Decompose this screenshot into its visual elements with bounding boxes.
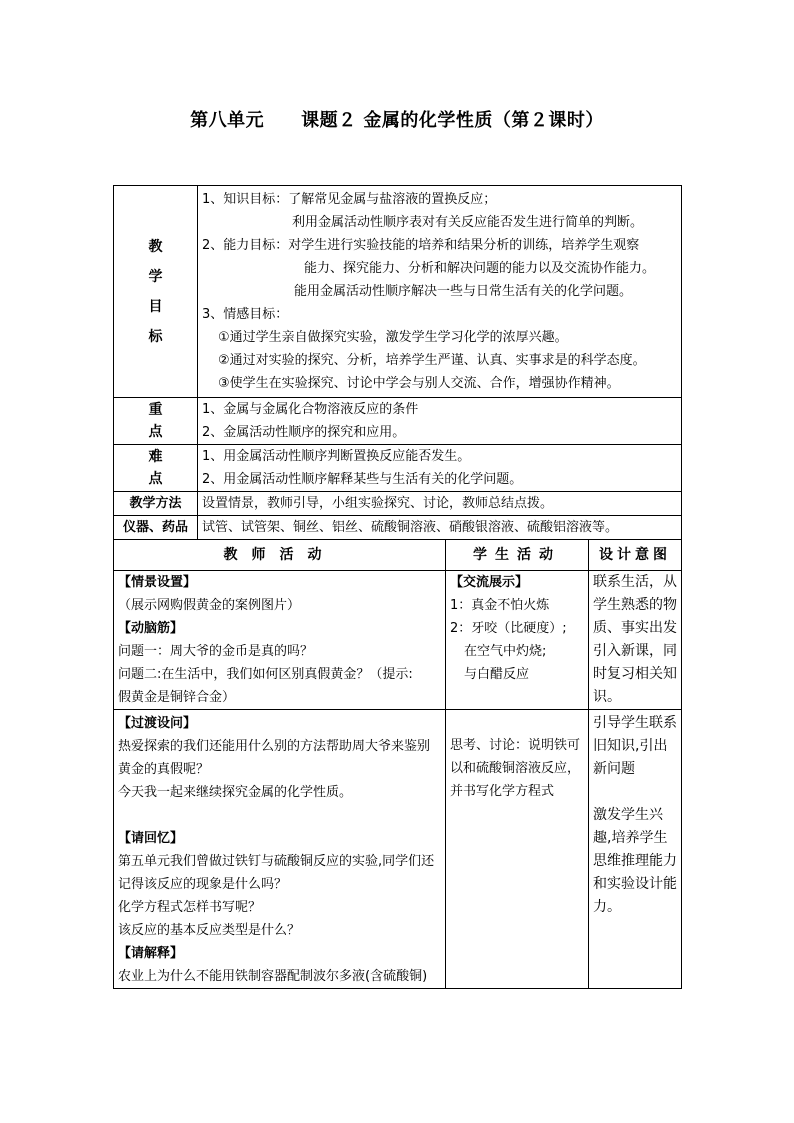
materials-content: 试管、试管架、铜丝、铝丝、硫酸铜溶液、硝酸银溶液、硫酸铝溶液等。 (198, 516, 682, 540)
difficulty-line: 2、用金属活动性顺序解释某些与生活有关的化学问题。 (202, 472, 523, 487)
materials-row (114, 516, 682, 540)
teacher-line: 今天我一起来继续探究金属的化学性质。 (118, 785, 353, 800)
key-point-line: 1、金属与金属化合物溶液反应的条件 (202, 402, 419, 417)
teacher-line: 第五单元我们曾做过铁钉与硫酸铜反应的实验,同学们还记得该反应的现象是什么吗？ (118, 854, 435, 892)
objectives-content (198, 186, 682, 398)
objectives-label: 教 学 目 标 (114, 186, 198, 398)
key-point-line: 2、金属活动性顺序的探究和应用。 (202, 425, 406, 440)
objective-line: ②通过对实验的探究、分析，培养学生严谨、认真、实事求是的科学态度。 (218, 353, 646, 368)
activity-row-2 (114, 710, 682, 989)
section-heading: 【情景设置】 (118, 575, 197, 590)
teacher-activity-header: 教师活动 (114, 540, 446, 571)
objective-line: 能用金属活动性顺序解决一些与日常生活有关的化学问题。 (294, 284, 633, 299)
objective-line: 2、能力目标：对学生进行实验技能的培养和结果分析的训练，培养学生观察 (202, 238, 640, 253)
teacher-line: 热爱探索的我们还能用什么别的方法帮助周大爷来鉴别黄金的真假呢？ (118, 739, 431, 777)
student-activity-cell: 思考、讨论：说明铁可以和硫酸铜溶液反应，并书写化学方程式 (446, 710, 589, 989)
key-points-row (114, 398, 682, 445)
lesson-plan-table (113, 185, 682, 989)
teacher-line: 问题一：周大爷的金币是真的吗？ (118, 644, 314, 659)
methods-content: 设置情景，教师引导，小组实验探究、讨论，教师总结点拨。 (198, 492, 682, 516)
objective-line: 3、情感目标： (202, 307, 289, 322)
student-activity-header: 学生活动 (446, 540, 589, 571)
key-points-content (198, 398, 682, 445)
student-line: 1：真金不怕火炼 (450, 598, 550, 613)
design-intent-text: 激发学生兴趣,培养学生思维推理能力和实验设计能力。 (593, 807, 677, 915)
objective-line: ③使学生在实验探究、讨论中学会与别人交流、合作，增强协作精神。 (218, 376, 620, 391)
teacher-line: 假黄金是铜锌合金） (118, 690, 236, 705)
teacher-activity-cell (114, 710, 446, 989)
section-heading: 【请回忆】 (118, 831, 184, 846)
section-heading: 【请解释】 (118, 946, 184, 961)
activity-header-row (114, 540, 682, 571)
student-line: 2：牙咬（比硬度）; (450, 621, 567, 636)
methods-label: 教学方法 (114, 492, 198, 516)
design-intent-cell: 联系生活，从学生熟悉的物质、事实出发引入新课，同时复习相关知识。 (589, 571, 682, 710)
teacher-line: 农业上为什么不能用铁制容器配制波尔多液(含硫酸铜) (118, 969, 428, 984)
teacher-line: 该反应的基本反应类型是什么？ (118, 923, 301, 938)
design-intent-cell (589, 710, 682, 989)
section-heading: 【动脑筋】 (118, 621, 184, 636)
difficulties-row (114, 445, 682, 492)
objective-line: 能力、探究能力、分析和解决问题的能力以及交流协作能力。 (304, 261, 656, 276)
section-heading: 【过渡设问】 (118, 716, 197, 731)
activity-row-1 (114, 571, 682, 710)
difficulties-content (198, 445, 682, 492)
spacer (118, 804, 441, 827)
student-line: 与白醋反应 (464, 667, 530, 682)
objective-line: 1、知识目标：了解常见金属与盐溶液的置换反应； (202, 192, 497, 207)
teacher-line: 问题二:在生活中，我们如何区别真假黄金？（提示: (118, 667, 413, 682)
design-intent-header: 设计意图 (589, 540, 682, 571)
section-heading: 【交流展示】 (450, 575, 529, 590)
teacher-line: 化学方程式怎样书写呢？ (118, 900, 262, 915)
design-intent-text: 引导学生联系旧知识,引出新问题 (593, 715, 677, 777)
page-title: 第八单元 课题２ 金属的化学性质（第２课时） (190, 110, 604, 131)
objective-line: ①通过学生亲自做探究实验，激发学生学习化学的浓厚兴趣。 (218, 330, 568, 345)
methods-row (114, 492, 682, 516)
student-line: 在空气中灼烧; (464, 644, 547, 659)
key-points-label: 重 点 (114, 398, 198, 445)
objective-line: 利用金属活动性顺序表对有关反应能否发生进行简单的判断。 (292, 215, 644, 230)
teacher-activity-cell (114, 571, 446, 710)
difficulty-line: 1、用金属活动性顺序判断置换反应能否发生。 (202, 449, 471, 464)
spacer (593, 781, 677, 804)
student-activity-cell (446, 571, 589, 710)
difficulties-label: 难 点 (114, 445, 198, 492)
materials-label: 仪器、药品 (114, 516, 198, 540)
objectives-row (114, 186, 682, 398)
teacher-line: （展示网购假黄金的案例图片） (118, 598, 301, 613)
